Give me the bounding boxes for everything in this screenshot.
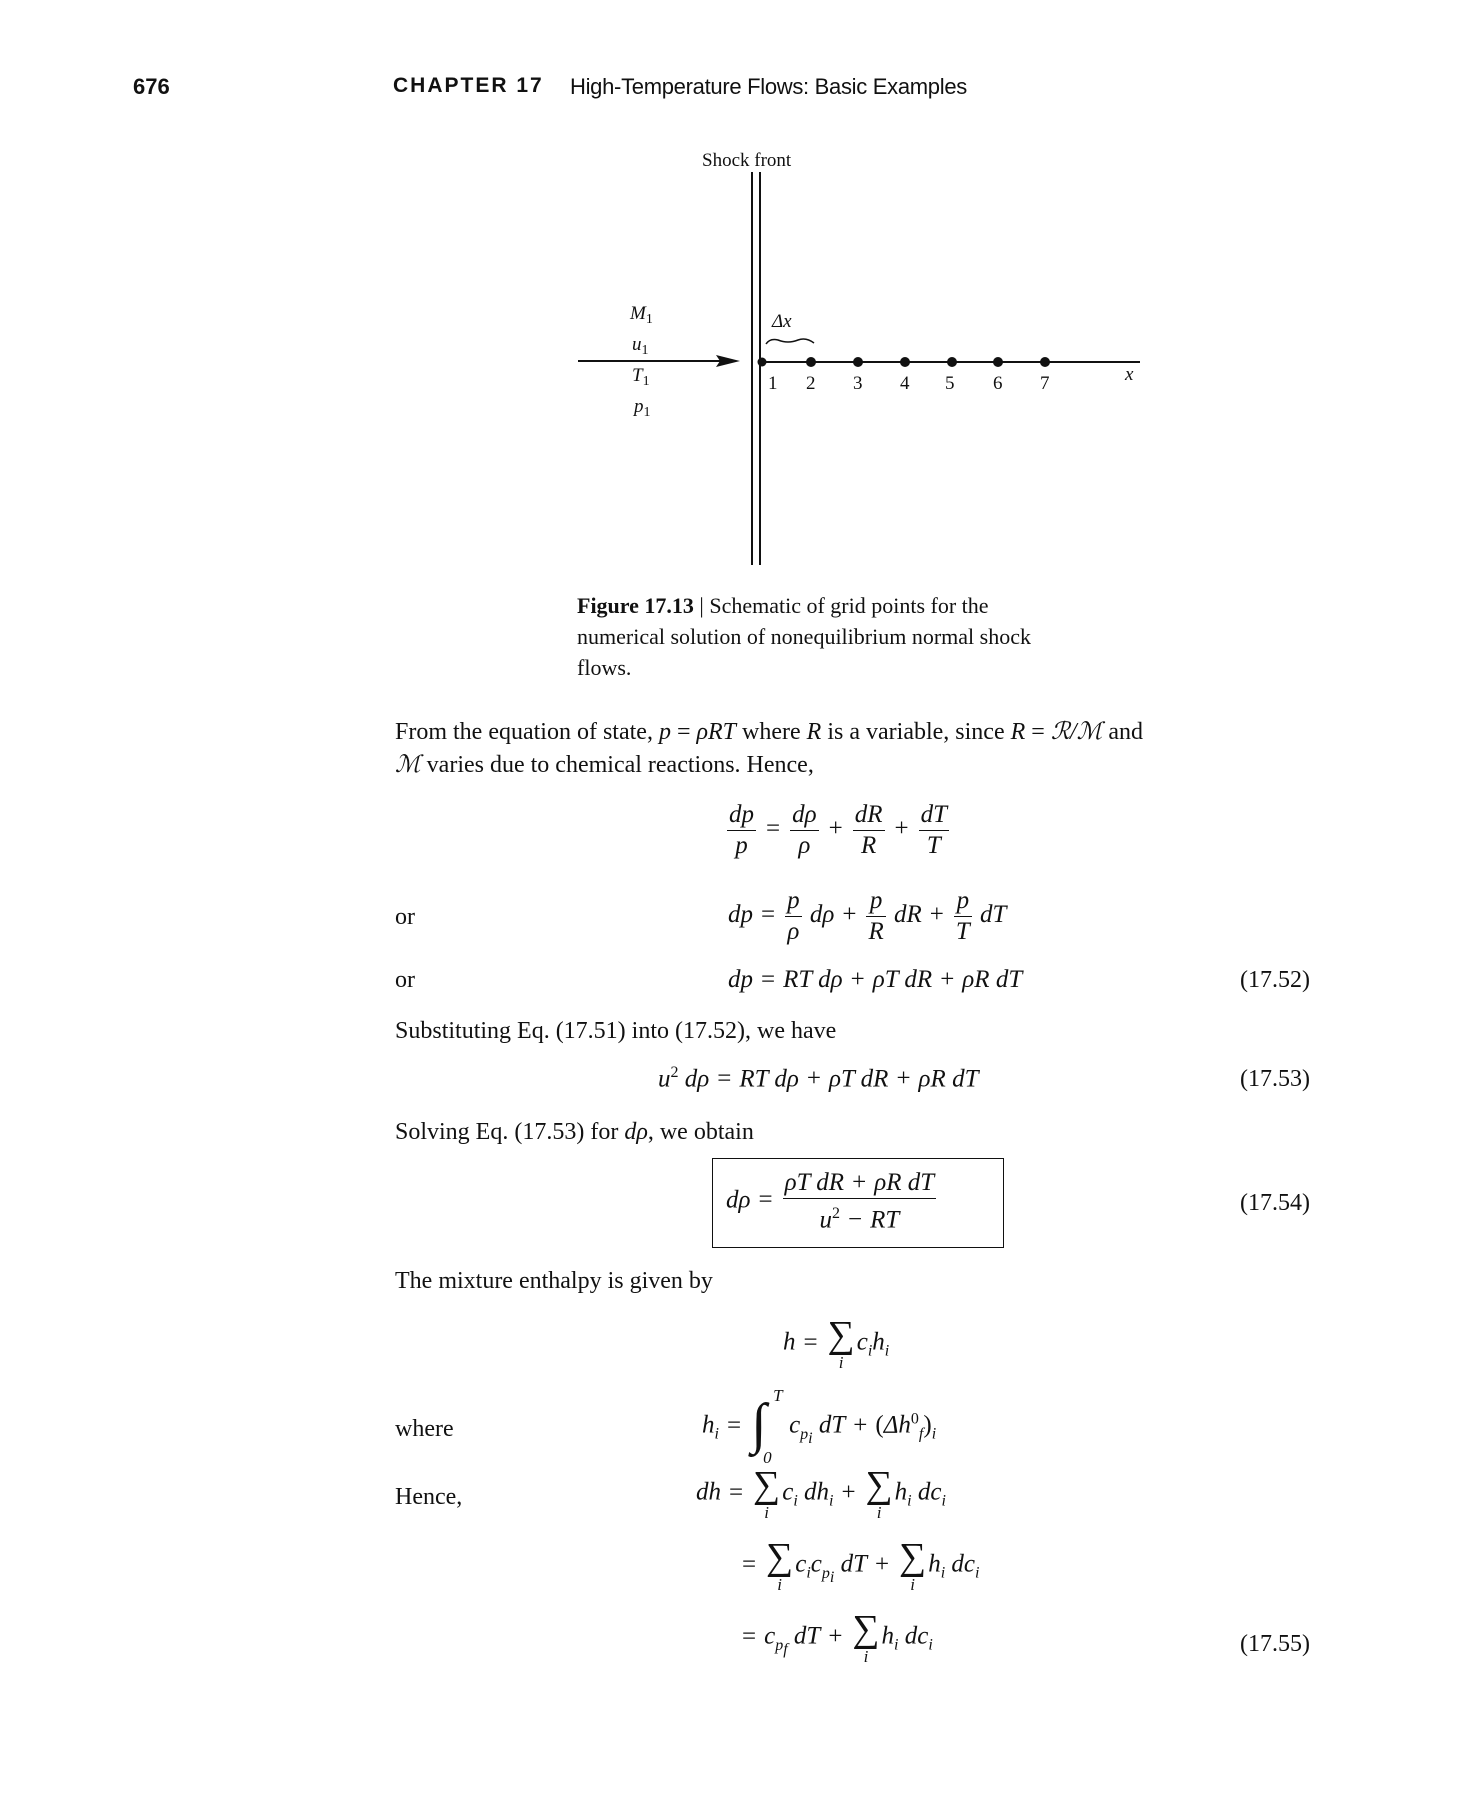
equation-number-17-52: (17.52) <box>1240 967 1310 993</box>
equation-species-enthalpy: $h_i$ = ∫ T 0 $c_{p_i}$ dT + $(\Delta h^0_f)_i$ <box>702 1386 937 1467</box>
grid-label-6: 6 <box>993 373 1003 394</box>
delta-x-label: Δx <box>772 311 792 332</box>
equation-number-17-53: (17.53) <box>1240 1066 1310 1092</box>
state-label-p: $p_1$ <box>634 396 651 420</box>
delta-x-brace <box>766 339 814 344</box>
paragraph-mixture-enthalpy: The mixture enthalpy is given by <box>395 1268 713 1294</box>
grid-point-4 <box>900 357 910 367</box>
or-label-1: or <box>395 904 415 930</box>
equation-dh-line1: dh = ∑ i $c_i$ $dh_i$ + ∑ i $h_i$ $dc_i$ <box>696 1464 946 1522</box>
figure-caption: Figure 17.13 | Schematic of grid points for the numerical solution of nonequilibrium normal shock flows. <box>577 593 1031 680</box>
equation-17-53: $u^2$ dρ = RT dρ + ρT dR + ρR dT <box>658 1064 979 1093</box>
caption-label: Figure 17.13 <box>577 593 694 618</box>
where-label: where <box>395 1416 454 1442</box>
equation-mixture-enthalpy: h = ∑ i $c_ih_i$ <box>783 1314 890 1372</box>
grid-point-6 <box>993 357 1003 367</box>
equation-dh-line2: = ∑ i $c_ic_{p_i}$ dT + ∑ i $h_i$ $dc_i$ <box>742 1536 980 1594</box>
equation-17-54: dρ = $\frac{\text{ρT dR + ρR dT}}{u^2 - RT}$ <box>726 1169 935 1234</box>
paragraph-substituting: Substituting Eq. (17.51) into (17.52), we have <box>395 1018 837 1044</box>
paragraph-solving: Solving Eq. (17.53) for dρ, we obtain <box>395 1119 754 1145</box>
shock-front-label: Shock front <box>702 150 792 171</box>
grid-point-2 <box>806 357 816 367</box>
equation-dp-expanded: dp = $\frac{p}{\rho}$ dρ + $\frac{p}{R}$ dR + $\frac{p}{T}$ dT <box>728 887 1007 945</box>
caption-text: Schematic of grid points for the numerical solution of nonequilibrium normal shock flows. <box>577 593 1031 680</box>
equation-17-55: = $c_{p_f}$ dT + ∑ i $h_i$ $dc_i$ <box>742 1608 933 1666</box>
figure-shock-grid <box>0 0 1473 580</box>
grid-label-5: 5 <box>945 373 955 394</box>
state-label-u: $u_1$ <box>632 334 649 358</box>
equation-log-differential: $\frac{dp}{p}$ = $\frac{d\rho}{\rho}$ + $\frac{dR}{R}$ + $\frac{dT}{T}$ <box>729 801 948 859</box>
state-label-t: $T_1$ <box>632 365 650 389</box>
grid-label-4: 4 <box>900 373 910 394</box>
grid-point-5 <box>947 357 957 367</box>
or-label-2: or <box>395 967 415 993</box>
page-number: 676 <box>133 74 170 99</box>
grid-point-1 <box>758 358 767 367</box>
equation-number-17-54: (17.54) <box>1240 1190 1310 1216</box>
chapter-label: CHAPTER 17 <box>393 74 544 97</box>
grid-label-3: 3 <box>853 373 863 394</box>
paragraph-equation-of-state: From the equation of state, p = ρRT where R is a variable, since R = ℛ/ℳ and <box>395 719 1143 745</box>
x-axis-label: x <box>1125 364 1134 385</box>
equation-number-17-55: (17.55) <box>1240 1631 1310 1657</box>
grid-label-2: 2 <box>806 373 816 394</box>
grid-point-3 <box>853 357 863 367</box>
paragraph-equation-of-state-line2: ℳ varies due to chemical reactions. Hence, <box>395 752 814 778</box>
state-label-m: $M_1$ <box>630 303 653 327</box>
hence-label: Hence, <box>395 1484 463 1510</box>
equation-17-52: dp = RT dρ + ρT dR + ρR dT <box>728 966 1023 993</box>
grid-label-1: 1 <box>768 373 778 394</box>
grid-point-7 <box>1040 357 1050 367</box>
grid-label-7: 7 <box>1040 373 1050 394</box>
chapter-title: High-Temperature Flows: Basic Examples <box>570 74 967 99</box>
